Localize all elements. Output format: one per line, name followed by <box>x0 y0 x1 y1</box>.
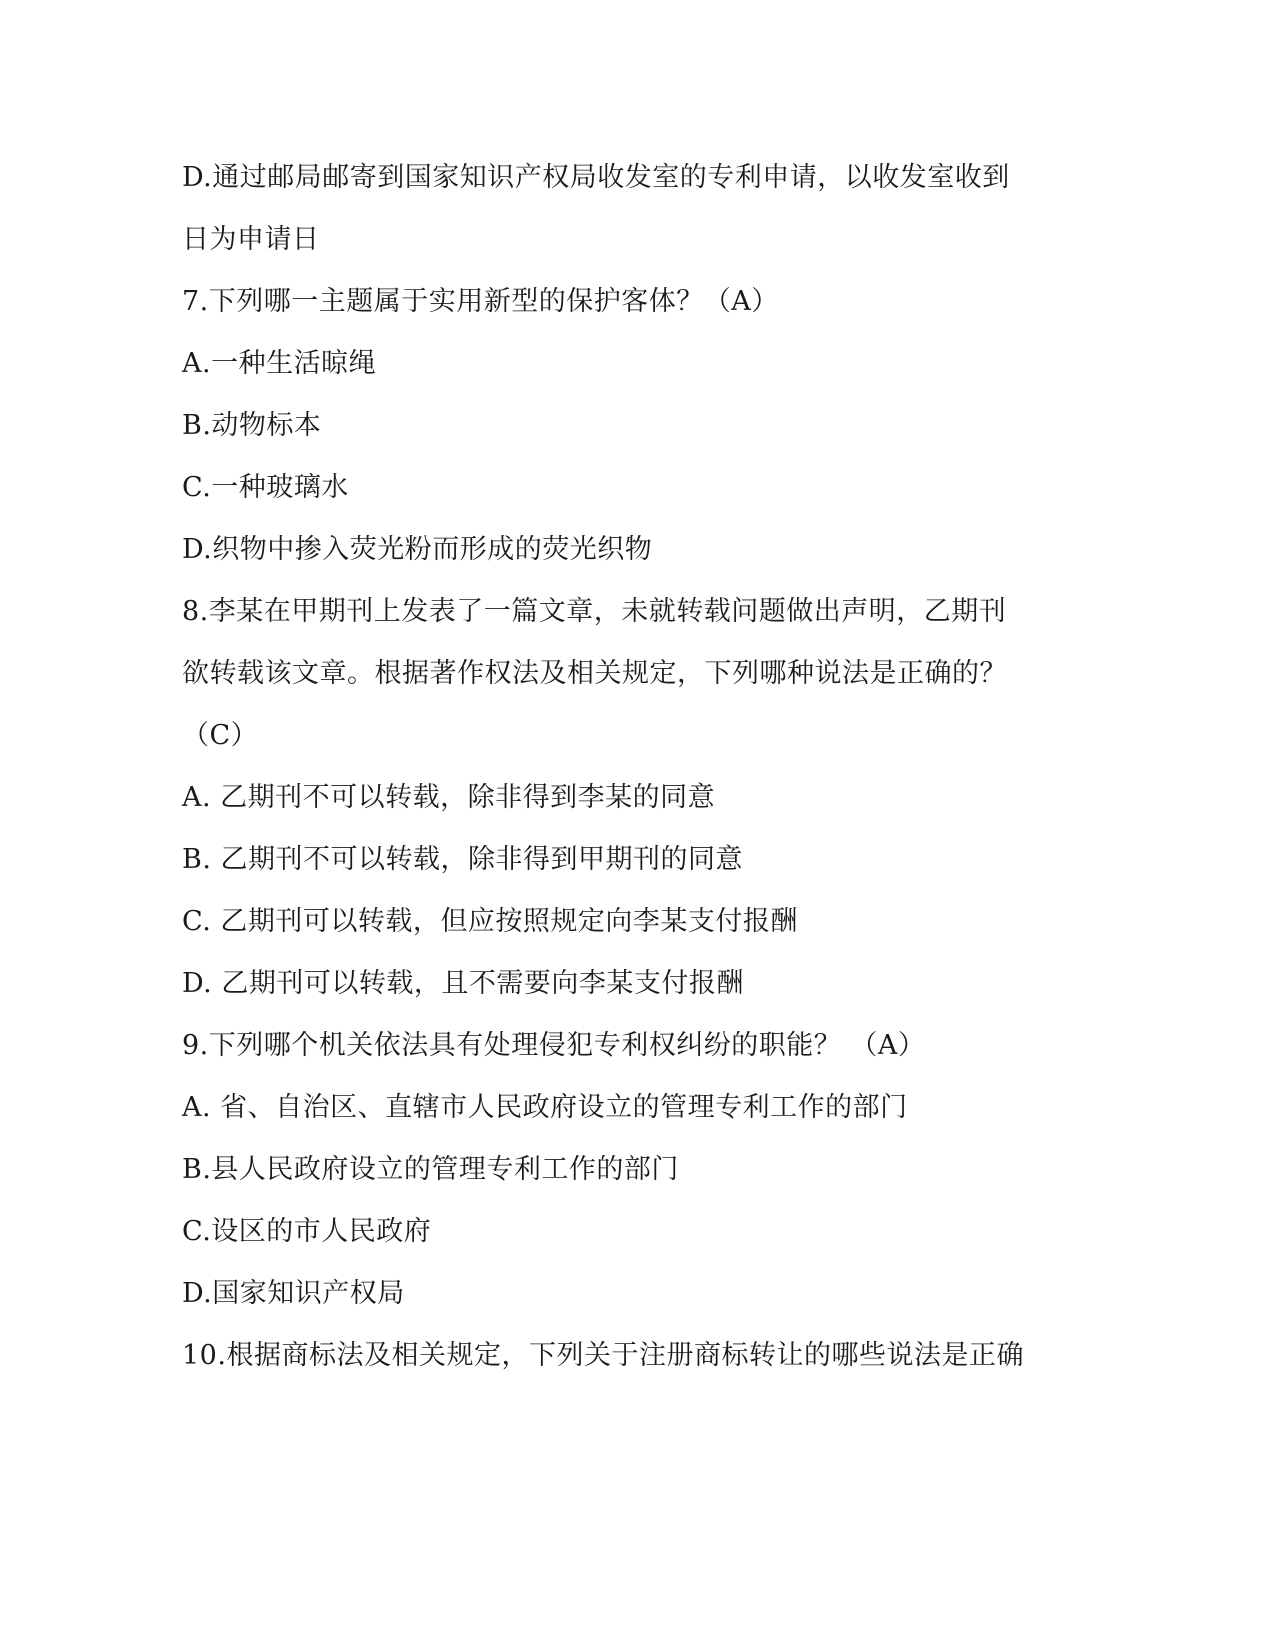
text-line: 日为申请日 <box>182 224 320 255</box>
question-7: 7.下列哪一主题属于实用新型的保护客体？（A） <box>182 286 779 317</box>
option-c: C.设区的市人民政府 <box>182 1216 432 1247</box>
option-c: C.一种玻璃水 <box>182 472 349 503</box>
option-d: D.国家知识产权局 <box>182 1278 405 1309</box>
question-8: 8.李某在甲期刊上发表了一篇文章，未就转载问题做出声明，乙期刊 <box>182 596 1007 627</box>
question-9: 9.下列哪个机关依法具有处理侵犯专利权纠纷的职能？ （A） <box>182 1030 926 1061</box>
option-c: C. 乙期刊可以转载，但应按照规定向李某支付报酬 <box>182 906 798 937</box>
option-d: D. 乙期刊可以转载，且不需要向李某支付报酬 <box>182 968 744 999</box>
question-10: 10.根据商标法及相关规定，下列关于注册商标转让的哪些说法是正确 <box>182 1340 1024 1371</box>
document-body <box>182 147 1102 1387</box>
text-line: D.通过邮局邮寄到国家知识产权局收发室的专利申请，以收发室收到 <box>182 162 1010 193</box>
option-b: B. 乙期刊不可以转载，除非得到甲期刊的同意 <box>182 844 744 875</box>
option-b: B.县人民政府设立的管理专利工作的部门 <box>182 1154 679 1185</box>
question-8-cont: 欲转载该文章。根据著作权法及相关规定，下列哪种说法是正确的？ <box>182 658 1007 689</box>
option-a: A. 省、自治区、直辖市人民政府设立的管理专利工作的部门 <box>182 1092 908 1123</box>
option-a: A. 乙期刊不可以转载，除非得到李某的同意 <box>182 782 716 813</box>
option-d: D.织物中掺入荧光粉而形成的荧光织物 <box>182 534 653 565</box>
option-b: B.动物标本 <box>182 410 322 441</box>
option-a: A.一种生活晾绳 <box>182 348 377 379</box>
question-8-answer: （C） <box>182 720 259 751</box>
